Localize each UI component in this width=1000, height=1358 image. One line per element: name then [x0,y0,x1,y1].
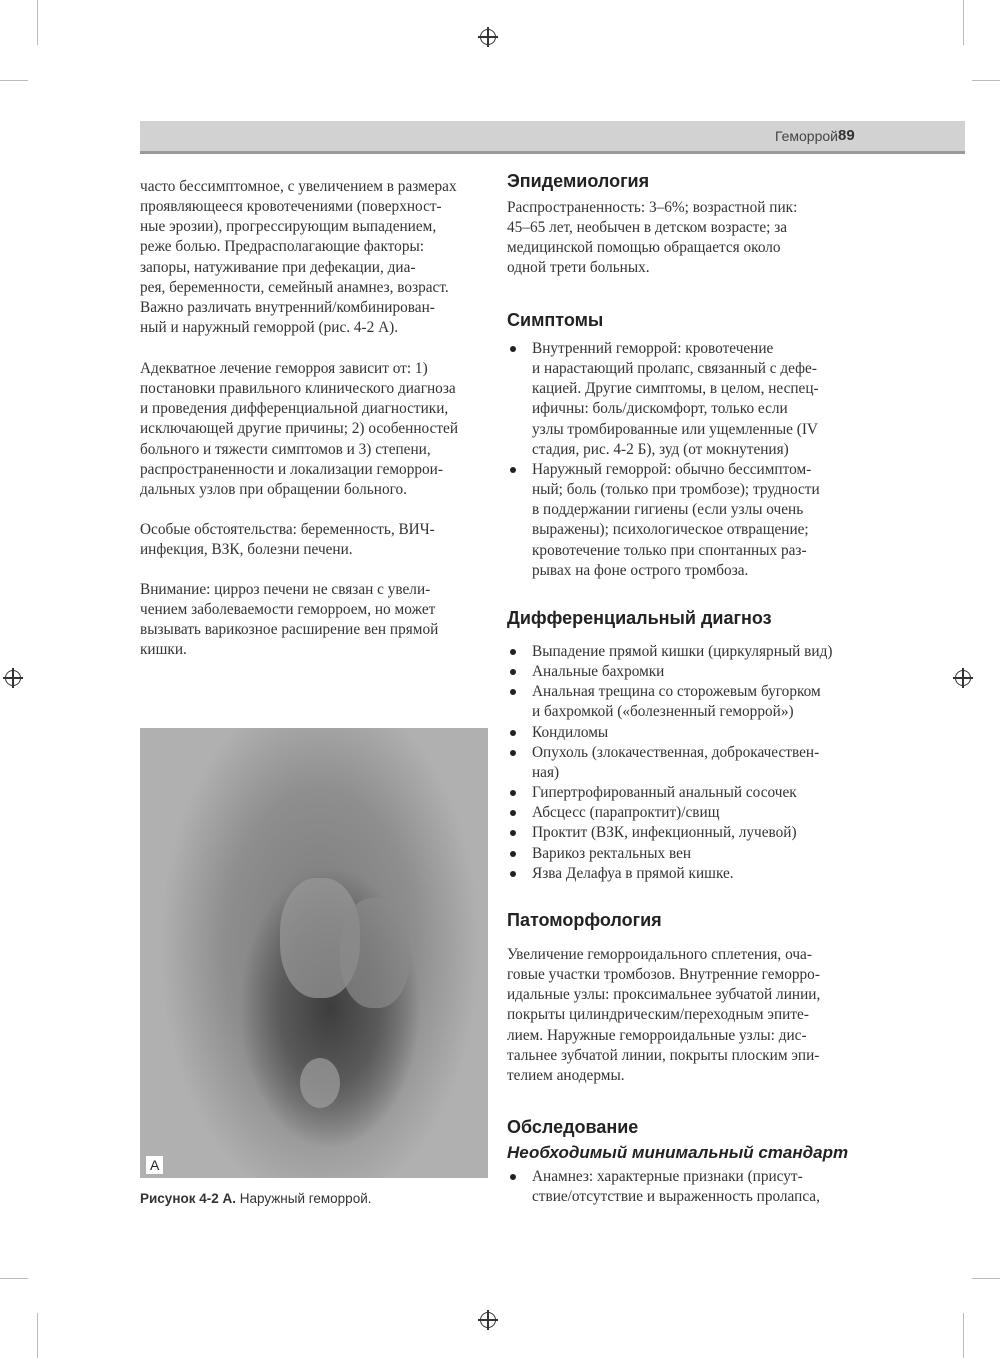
crop-mark [972,80,1000,81]
list-item: Язва Делафуа в прямой кишке. [507,864,867,884]
list-item: Выпадение прямой кишки (циркулярный вид) [507,642,867,662]
crop-mark [972,1278,1000,1279]
examination-list [507,1167,867,1207]
list-item: Анальные бахромки [507,662,867,682]
paragraph-intro: часто бессимптомное, с увеличением в размерах проявляющееся кровотечениями (поверхност- ные эрозии), прогрессирующим выпадением, реже болью. Предрасполагающие факторы: запоры, натуживание при дефекации, диа- рея, беременности, семейный анамнез, возраст. Важно различать внутренний/комбинирован- ный и наружный геморрой (рис. 4-2 А). [140,178,457,337]
list-item: Анамнез: характерные признаки (присут- ствие/отсутствие и выраженность пролапса, [507,1167,867,1207]
heading-examination: Обследование [507,1117,639,1137]
figure-label: A [146,1156,163,1174]
heading-differential-diagnosis: Дифференциальный диагноз [507,608,772,628]
registration-mark-icon [480,1312,496,1328]
registration-mark-icon [5,670,21,686]
paragraph-warning: Внимание: цирроз печени не связан с увели- чением заболеваемости геморроем, но может вызывать варикозное расширение вен прямой кишки. [140,581,439,659]
paragraph-treatment: Адекватное лечение геморроя зависит от: 1) постановки правильного клинического диагноза и проведения дифференциальной диагностики, исключающей другие причины; 2) особенностей больного и тяжести симптомов и 3) степени, распространенности и локализации геморрои- дальных узлов при обращении больного. [140,360,459,498]
crop-mark [963,0,964,45]
heading-pathomorphology: Патоморфология [507,910,662,930]
list-item: Внутренний геморрой: кровотечение и нарастающий пролапс, связанный с дефе- кацией. Другие симптомы, в целом, неспец- ифичны: боль/дискомфорт, только если узлы тромбированные или ущемленные (IV стадия, рис. 4-2 Б), зуд (от мокнутения) [507,339,867,460]
page-number: 89 [838,127,855,144]
symptoms-list [507,339,867,581]
paragraph-pathomorphology: Увеличение геморроидального сплетения, оча- говые участки тромбозов. Внутренние геморро- идальные узлы: проксимальнее зубчатой линии, покрыты цилиндрическим/переходным эпите- лием. Наружные геморроидальные узлы: дис- тальнее зубчатой линии, покрыты плоским эпи- телием анодермы. [507,946,821,1084]
figure-caption [140,1191,372,1206]
figure-caption-text: Наружный геморрой. [236,1191,372,1206]
crop-mark [0,80,28,81]
figure-caption-number: Рисунок 4-2 А. [140,1191,236,1206]
heading-epidemiology: Эпидемиология [507,171,650,191]
heading-symptoms: Симптомы [507,310,604,330]
crop-mark [963,1313,964,1358]
list-item: Абсцесс (парапроктит)/свищ [507,803,867,823]
paragraph-special-circumstances: Особые обстоятельства: беременность, ВИЧ- инфекция, ВЗК, болезни печени. [140,521,435,559]
registration-mark-icon [955,670,971,686]
list-item: Гипертрофированный анальный сосочек [507,783,867,803]
list-item: Проктит (ВЗК, инфекционный, лучевой) [507,823,867,843]
crop-mark [0,1278,28,1279]
list-item: Кондиломы [507,723,867,743]
registration-mark-icon [480,29,496,45]
figure-photo [140,728,488,1178]
list-item: Варикоз ректальных вен [507,844,867,864]
subheading-minimum-standard: Необходимый минимальный стандарт [507,1143,849,1162]
crop-mark [37,0,38,45]
list-item: Наружный геморрой: обычно бессимптом- ный; боль (только при тромбозе); трудности в поддержании гигиены (если узлы очень выражены); психологическое отвращение; кровотечение только при спонтанных раз- рывах на фоне острого тромбоза. [507,460,867,581]
crop-mark [37,1313,38,1358]
differential-list [507,642,867,884]
running-title: Геморрой [774,128,838,144]
list-item: Анальная трещина со сторожевым бугорком и бахромкой («болезненный геморрой») [507,682,867,722]
paragraph-epidemiology: Распространенность: 3–6%; возрастной пик: 45–65 лет, необычен в детском возрасте; за медицинской помощью обращается около одной трети больных. [507,199,798,277]
list-item: Опухоль (злокачественная, доброкачествен- ная) [507,743,867,783]
